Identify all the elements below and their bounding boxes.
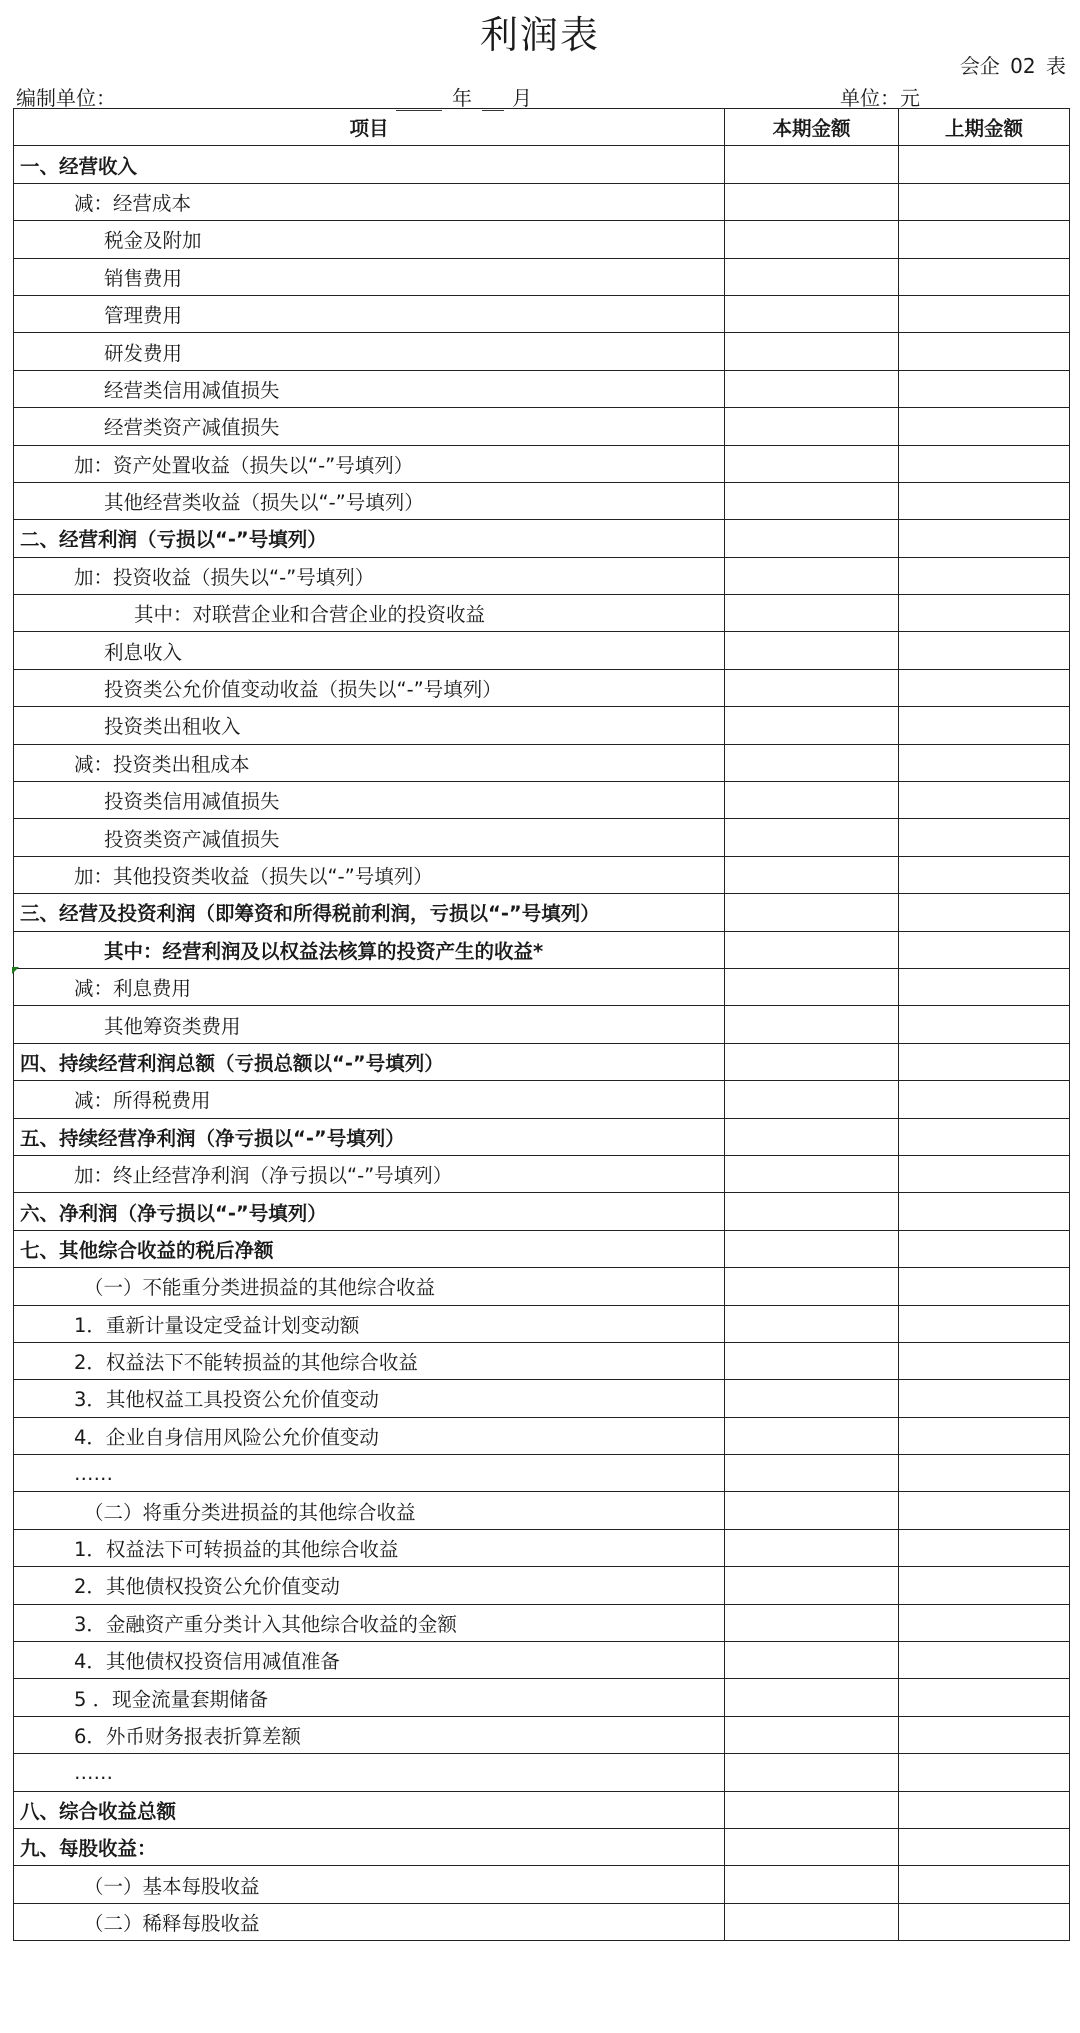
current-amount-cell[interactable] bbox=[725, 408, 899, 445]
item-cell bbox=[14, 370, 725, 407]
current-amount-cell[interactable] bbox=[725, 931, 899, 968]
item-label: 研发费用 bbox=[104, 341, 183, 365]
item-cell bbox=[14, 1043, 725, 1080]
current-amount-cell[interactable] bbox=[725, 1455, 899, 1492]
item-label: 利息收入 bbox=[104, 640, 183, 664]
current-amount-cell[interactable] bbox=[725, 1155, 899, 1192]
table-row bbox=[14, 1567, 1070, 1604]
previous-amount-cell[interactable] bbox=[899, 258, 1070, 295]
table-row bbox=[14, 1529, 1070, 1566]
previous-amount-cell[interactable] bbox=[899, 968, 1070, 1005]
previous-amount-cell[interactable] bbox=[899, 183, 1070, 220]
item-label: 一、经营收入 bbox=[20, 154, 138, 178]
current-amount-cell[interactable] bbox=[725, 1903, 899, 1940]
item-cell bbox=[14, 669, 725, 706]
item-cell bbox=[14, 1081, 725, 1118]
table-row bbox=[14, 408, 1070, 445]
table-row bbox=[14, 482, 1070, 519]
current-amount-cell[interactable] bbox=[725, 183, 899, 220]
previous-amount-cell[interactable] bbox=[899, 221, 1070, 258]
item-cell bbox=[14, 1193, 725, 1230]
year-label: 年 bbox=[452, 86, 472, 110]
item-cell bbox=[14, 482, 725, 519]
table-row bbox=[14, 744, 1070, 781]
current-amount-cell[interactable] bbox=[725, 1567, 899, 1604]
item-label: 其中：对联营企业和合营企业的投资收益 bbox=[134, 603, 486, 627]
table-row bbox=[14, 1828, 1070, 1865]
current-amount-cell[interactable] bbox=[725, 1754, 899, 1791]
item-cell bbox=[14, 894, 725, 931]
item-cell bbox=[14, 221, 725, 258]
table-row bbox=[14, 1305, 1070, 1342]
item-label: 减：投资类出租成本 bbox=[74, 752, 250, 776]
item-label: 加：投资收益（损失以“-”号填列） bbox=[74, 565, 375, 589]
item-label: 减：所得税费用 bbox=[74, 1089, 211, 1113]
previous-amount-cell[interactable] bbox=[899, 295, 1070, 332]
item-cell bbox=[14, 632, 725, 669]
previous-amount-cell[interactable] bbox=[899, 595, 1070, 632]
table-row bbox=[14, 782, 1070, 819]
table-row bbox=[14, 1043, 1070, 1080]
table-row bbox=[14, 1604, 1070, 1641]
item-cell bbox=[14, 1492, 725, 1529]
item-cell bbox=[14, 1380, 725, 1417]
current-amount-cell[interactable] bbox=[725, 520, 899, 557]
item-cell bbox=[14, 856, 725, 893]
item-label: 4．企业自身信用风险公允价值变动 bbox=[74, 1425, 379, 1449]
item-label: 四、持续经营利润总额（亏损总额以“-”号填列） bbox=[20, 1051, 444, 1075]
current-amount-cell[interactable] bbox=[725, 968, 899, 1005]
item-label: 投资类公允价值变动收益（损失以“-”号填列） bbox=[104, 678, 502, 702]
previous-amount-cell[interactable] bbox=[899, 1567, 1070, 1604]
table-row bbox=[14, 707, 1070, 744]
table-row bbox=[14, 1342, 1070, 1379]
current-amount-cell[interactable] bbox=[725, 1866, 899, 1903]
item-label: 二、经营利润（亏损以“-”号填列） bbox=[20, 528, 327, 552]
item-label: 其他筹资类费用 bbox=[104, 1014, 241, 1038]
table-row bbox=[14, 1866, 1070, 1903]
item-cell bbox=[14, 931, 725, 968]
item-cell bbox=[14, 744, 725, 781]
previous-amount-cell[interactable] bbox=[899, 1492, 1070, 1529]
previous-amount-cell[interactable] bbox=[899, 445, 1070, 482]
table-row bbox=[14, 1268, 1070, 1305]
previous-amount-cell[interactable] bbox=[899, 1455, 1070, 1492]
item-cell bbox=[14, 1118, 725, 1155]
previous-amount-cell[interactable] bbox=[899, 931, 1070, 968]
item-cell bbox=[14, 1642, 725, 1679]
current-amount-cell[interactable] bbox=[725, 445, 899, 482]
table-row bbox=[14, 819, 1070, 856]
item-cell bbox=[14, 1230, 725, 1267]
current-amount-cell[interactable] bbox=[725, 1679, 899, 1716]
previous-amount-cell[interactable] bbox=[899, 1305, 1070, 1342]
income-statement-table bbox=[13, 108, 1070, 1941]
table-row bbox=[14, 333, 1070, 370]
table-row bbox=[14, 931, 1070, 968]
item-label: 投资类信用减值损失 bbox=[104, 790, 280, 814]
current-amount-cell[interactable] bbox=[725, 258, 899, 295]
item-label: 五、持续经营净利润（净亏损以“-”号填列） bbox=[20, 1126, 405, 1150]
table-row bbox=[14, 894, 1070, 931]
table-row bbox=[14, 1716, 1070, 1753]
previous-amount-cell[interactable] bbox=[899, 744, 1070, 781]
current-amount-cell[interactable] bbox=[725, 333, 899, 370]
item-label: 减：利息费用 bbox=[74, 977, 192, 1001]
item-label: （二）将重分类进损益的其他综合收益 bbox=[84, 1500, 416, 1524]
table-row bbox=[14, 183, 1070, 220]
current-amount-cell[interactable] bbox=[725, 1604, 899, 1641]
item-label: 3．金融资产重分类计入其他综合收益的金额 bbox=[74, 1612, 457, 1636]
item-label: 加：其他投资类收益（损失以“-”号填列） bbox=[74, 865, 433, 888]
table-row bbox=[14, 1903, 1070, 1940]
previous-amount-cell[interactable] bbox=[899, 520, 1070, 557]
current-amount-cell[interactable] bbox=[725, 819, 899, 856]
previous-amount-cell[interactable] bbox=[899, 632, 1070, 669]
item-cell bbox=[14, 1529, 725, 1566]
previous-amount-cell[interactable] bbox=[899, 1642, 1070, 1679]
table-row bbox=[14, 632, 1070, 669]
item-cell bbox=[14, 1342, 725, 1379]
item-cell bbox=[14, 146, 725, 183]
item-label: 减：经营成本 bbox=[74, 191, 192, 215]
current-amount-cell[interactable] bbox=[725, 221, 899, 258]
item-label: 加：资产处置收益（损失以“-”号填列） bbox=[74, 453, 414, 477]
item-label: 九、每股收益： bbox=[20, 1837, 157, 1861]
previous-amount-cell[interactable] bbox=[899, 1828, 1070, 1865]
item-cell bbox=[14, 520, 725, 557]
table-row bbox=[14, 1679, 1070, 1716]
current-amount-cell[interactable] bbox=[725, 1268, 899, 1305]
item-cell bbox=[14, 819, 725, 856]
previous-amount-cell[interactable] bbox=[899, 408, 1070, 445]
item-label: 2．权益法下不能转损益的其他综合收益 bbox=[74, 1351, 418, 1375]
table-header-row bbox=[14, 109, 1070, 146]
table-row bbox=[14, 1492, 1070, 1529]
previous-amount-cell[interactable] bbox=[899, 1230, 1070, 1267]
report-date bbox=[396, 82, 532, 111]
table-row bbox=[14, 1118, 1070, 1155]
table-row bbox=[14, 445, 1070, 482]
current-amount-cell[interactable] bbox=[725, 782, 899, 819]
previous-amount-cell[interactable] bbox=[899, 1268, 1070, 1305]
item-cell bbox=[14, 408, 725, 445]
item-cell bbox=[14, 1828, 725, 1865]
item-cell bbox=[14, 1155, 725, 1192]
item-cell bbox=[14, 1305, 725, 1342]
current-amount-cell[interactable] bbox=[725, 707, 899, 744]
previous-amount-cell[interactable] bbox=[899, 1679, 1070, 1716]
previous-amount-cell[interactable] bbox=[899, 482, 1070, 519]
previous-amount-cell[interactable] bbox=[899, 1754, 1070, 1791]
current-amount-cell[interactable] bbox=[725, 295, 899, 332]
item-label: 销售费用 bbox=[104, 266, 183, 290]
previous-amount-cell[interactable] bbox=[899, 856, 1070, 893]
month-label: 月 bbox=[512, 86, 532, 110]
item-label: 3．其他权益工具投资公允价值变动 bbox=[74, 1388, 379, 1412]
previous-amount-cell[interactable] bbox=[899, 1417, 1070, 1454]
item-label: 其他经营类收益（损失以“-”号填列） bbox=[104, 491, 424, 515]
previous-amount-cell[interactable] bbox=[899, 1081, 1070, 1118]
previous-amount-cell[interactable] bbox=[899, 370, 1070, 407]
item-label: （一）基本每股收益 bbox=[84, 1874, 260, 1898]
current-amount-cell[interactable] bbox=[725, 1118, 899, 1155]
item-cell bbox=[14, 295, 725, 332]
table-row bbox=[14, 1642, 1070, 1679]
current-amount-cell[interactable] bbox=[725, 1193, 899, 1230]
previous-amount-cell[interactable] bbox=[899, 1716, 1070, 1753]
previous-amount-cell[interactable] bbox=[899, 1791, 1070, 1828]
item-label: 税金及附加 bbox=[104, 229, 202, 253]
unit-label: 单位：元 bbox=[840, 86, 920, 110]
previous-amount-cell[interactable] bbox=[899, 782, 1070, 819]
table-row bbox=[14, 146, 1070, 183]
form-code: 会企 02 表 bbox=[959, 54, 1066, 78]
column-header-previous: 上期金额 bbox=[899, 109, 1070, 146]
previous-amount-cell[interactable] bbox=[899, 707, 1070, 744]
table-body bbox=[14, 146, 1070, 1941]
table-row bbox=[14, 1417, 1070, 1454]
item-label: 4．其他债权投资信用减值准备 bbox=[74, 1650, 340, 1674]
item-cell bbox=[14, 1417, 725, 1454]
current-amount-cell[interactable] bbox=[725, 1380, 899, 1417]
current-amount-cell[interactable] bbox=[725, 482, 899, 519]
current-amount-cell[interactable] bbox=[725, 146, 899, 183]
previous-amount-cell[interactable] bbox=[899, 1006, 1070, 1043]
table-row bbox=[14, 557, 1070, 594]
previous-amount-cell[interactable] bbox=[899, 894, 1070, 931]
item-cell bbox=[14, 1567, 725, 1604]
table-row bbox=[14, 968, 1070, 1005]
previous-amount-cell[interactable] bbox=[899, 333, 1070, 370]
item-label: 1．权益法下可转损益的其他综合收益 bbox=[74, 1538, 399, 1562]
item-label: 投资类出租收入 bbox=[104, 715, 241, 739]
item-cell bbox=[14, 557, 725, 594]
previous-amount-cell[interactable] bbox=[899, 1193, 1070, 1230]
previous-amount-cell[interactable] bbox=[899, 1903, 1070, 1940]
current-amount-cell[interactable] bbox=[725, 595, 899, 632]
column-header-item: 项目 bbox=[14, 109, 725, 146]
current-amount-cell[interactable] bbox=[725, 744, 899, 781]
item-cell bbox=[14, 1604, 725, 1641]
table-row bbox=[14, 856, 1070, 893]
item-cell bbox=[14, 1716, 725, 1753]
previous-amount-cell[interactable] bbox=[899, 1380, 1070, 1417]
current-amount-cell[interactable] bbox=[725, 1529, 899, 1566]
table-row bbox=[14, 370, 1070, 407]
item-label: 6．外币财务报表折算差额 bbox=[74, 1724, 301, 1748]
item-cell bbox=[14, 1754, 725, 1791]
item-cell bbox=[14, 1268, 725, 1305]
current-amount-cell[interactable] bbox=[725, 1342, 899, 1379]
current-amount-cell[interactable] bbox=[725, 1305, 899, 1342]
current-amount-cell[interactable] bbox=[725, 1791, 899, 1828]
current-amount-cell[interactable] bbox=[725, 1492, 899, 1529]
current-amount-cell[interactable] bbox=[725, 1417, 899, 1454]
previous-amount-cell[interactable] bbox=[899, 1529, 1070, 1566]
item-cell bbox=[14, 258, 725, 295]
previous-amount-cell[interactable] bbox=[899, 1118, 1070, 1155]
item-label: 六、净利润（净亏损以“-”号填列） bbox=[20, 1201, 327, 1225]
table-row bbox=[14, 520, 1070, 557]
current-amount-cell[interactable] bbox=[725, 1716, 899, 1753]
previous-amount-cell[interactable] bbox=[899, 1604, 1070, 1641]
item-label: （二）稀释每股收益 bbox=[84, 1911, 260, 1935]
current-amount-cell[interactable] bbox=[725, 1006, 899, 1043]
current-amount-cell[interactable] bbox=[725, 632, 899, 669]
table-row bbox=[14, 1791, 1070, 1828]
table-row bbox=[14, 295, 1070, 332]
current-amount-cell[interactable] bbox=[725, 856, 899, 893]
item-label: 三、经营及投资利润（即筹资和所得税前利润，亏损以“-”号填列） bbox=[20, 902, 600, 926]
item-cell bbox=[14, 1903, 725, 1940]
item-label: 管理费用 bbox=[104, 304, 183, 328]
current-amount-cell[interactable] bbox=[725, 894, 899, 931]
item-cell bbox=[14, 333, 725, 370]
item-label: 经营类资产减值损失 bbox=[104, 416, 280, 440]
item-label: 投资类资产减值损失 bbox=[104, 827, 280, 851]
current-amount-cell[interactable] bbox=[725, 669, 899, 706]
item-label: 2．其他债权投资公允价值变动 bbox=[74, 1575, 340, 1599]
column-header-current: 本期金额 bbox=[725, 109, 899, 146]
previous-amount-cell[interactable] bbox=[899, 1155, 1070, 1192]
item-label: 加：终止经营净利润（净亏损以“-”号填列） bbox=[74, 1164, 453, 1188]
previous-amount-cell[interactable] bbox=[899, 1342, 1070, 1379]
compiler-label: 编制单位： bbox=[16, 86, 116, 110]
item-label: 5 ．现金流量套期储备 bbox=[74, 1687, 269, 1711]
item-label: 其中：经营利润及以权益法核算的投资产生的收益* bbox=[104, 939, 544, 963]
item-label: 七、其他综合收益的税后净额 bbox=[20, 1238, 274, 1262]
item-cell bbox=[14, 707, 725, 744]
current-amount-cell[interactable] bbox=[725, 557, 899, 594]
table-row bbox=[14, 1081, 1070, 1118]
previous-amount-cell[interactable] bbox=[899, 1043, 1070, 1080]
current-amount-cell[interactable] bbox=[725, 370, 899, 407]
report-title: 利润表 bbox=[479, 13, 600, 57]
item-label: …… bbox=[74, 1461, 113, 1485]
previous-amount-cell[interactable] bbox=[899, 1866, 1070, 1903]
previous-amount-cell[interactable] bbox=[899, 669, 1070, 706]
table-row bbox=[14, 1455, 1070, 1492]
table-row bbox=[14, 669, 1070, 706]
current-amount-cell[interactable] bbox=[725, 1828, 899, 1865]
previous-amount-cell[interactable] bbox=[899, 557, 1070, 594]
table-row bbox=[14, 1193, 1070, 1230]
item-cell bbox=[14, 445, 725, 482]
item-cell bbox=[14, 1866, 725, 1903]
current-amount-cell[interactable] bbox=[725, 1230, 899, 1267]
item-cell bbox=[14, 1791, 725, 1828]
previous-amount-cell[interactable] bbox=[899, 819, 1070, 856]
item-cell bbox=[14, 595, 725, 632]
table-row bbox=[14, 1230, 1070, 1267]
item-cell bbox=[14, 1679, 725, 1716]
table-row bbox=[14, 1754, 1070, 1791]
table-row bbox=[14, 1155, 1070, 1192]
item-cell bbox=[14, 183, 725, 220]
item-label: 1．重新计量设定受益计划变动额 bbox=[74, 1313, 360, 1337]
table-row bbox=[14, 258, 1070, 295]
table-row bbox=[14, 595, 1070, 632]
current-amount-cell[interactable] bbox=[725, 1081, 899, 1118]
current-amount-cell[interactable] bbox=[725, 1642, 899, 1679]
item-label: 八、综合收益总额 bbox=[20, 1799, 177, 1823]
item-cell bbox=[14, 1006, 725, 1043]
item-cell bbox=[14, 1455, 725, 1492]
cell-comment-marker bbox=[12, 967, 19, 974]
item-cell bbox=[14, 968, 725, 1005]
table-row bbox=[14, 221, 1070, 258]
item-cell bbox=[14, 782, 725, 819]
current-amount-cell[interactable] bbox=[725, 1043, 899, 1080]
item-label: （一）不能重分类进损益的其他综合收益 bbox=[84, 1276, 436, 1300]
item-label: …… bbox=[74, 1760, 113, 1784]
table-row bbox=[14, 1380, 1070, 1417]
item-label: 经营类信用减值损失 bbox=[104, 378, 280, 402]
previous-amount-cell[interactable] bbox=[899, 146, 1070, 183]
table-row bbox=[14, 1006, 1070, 1043]
